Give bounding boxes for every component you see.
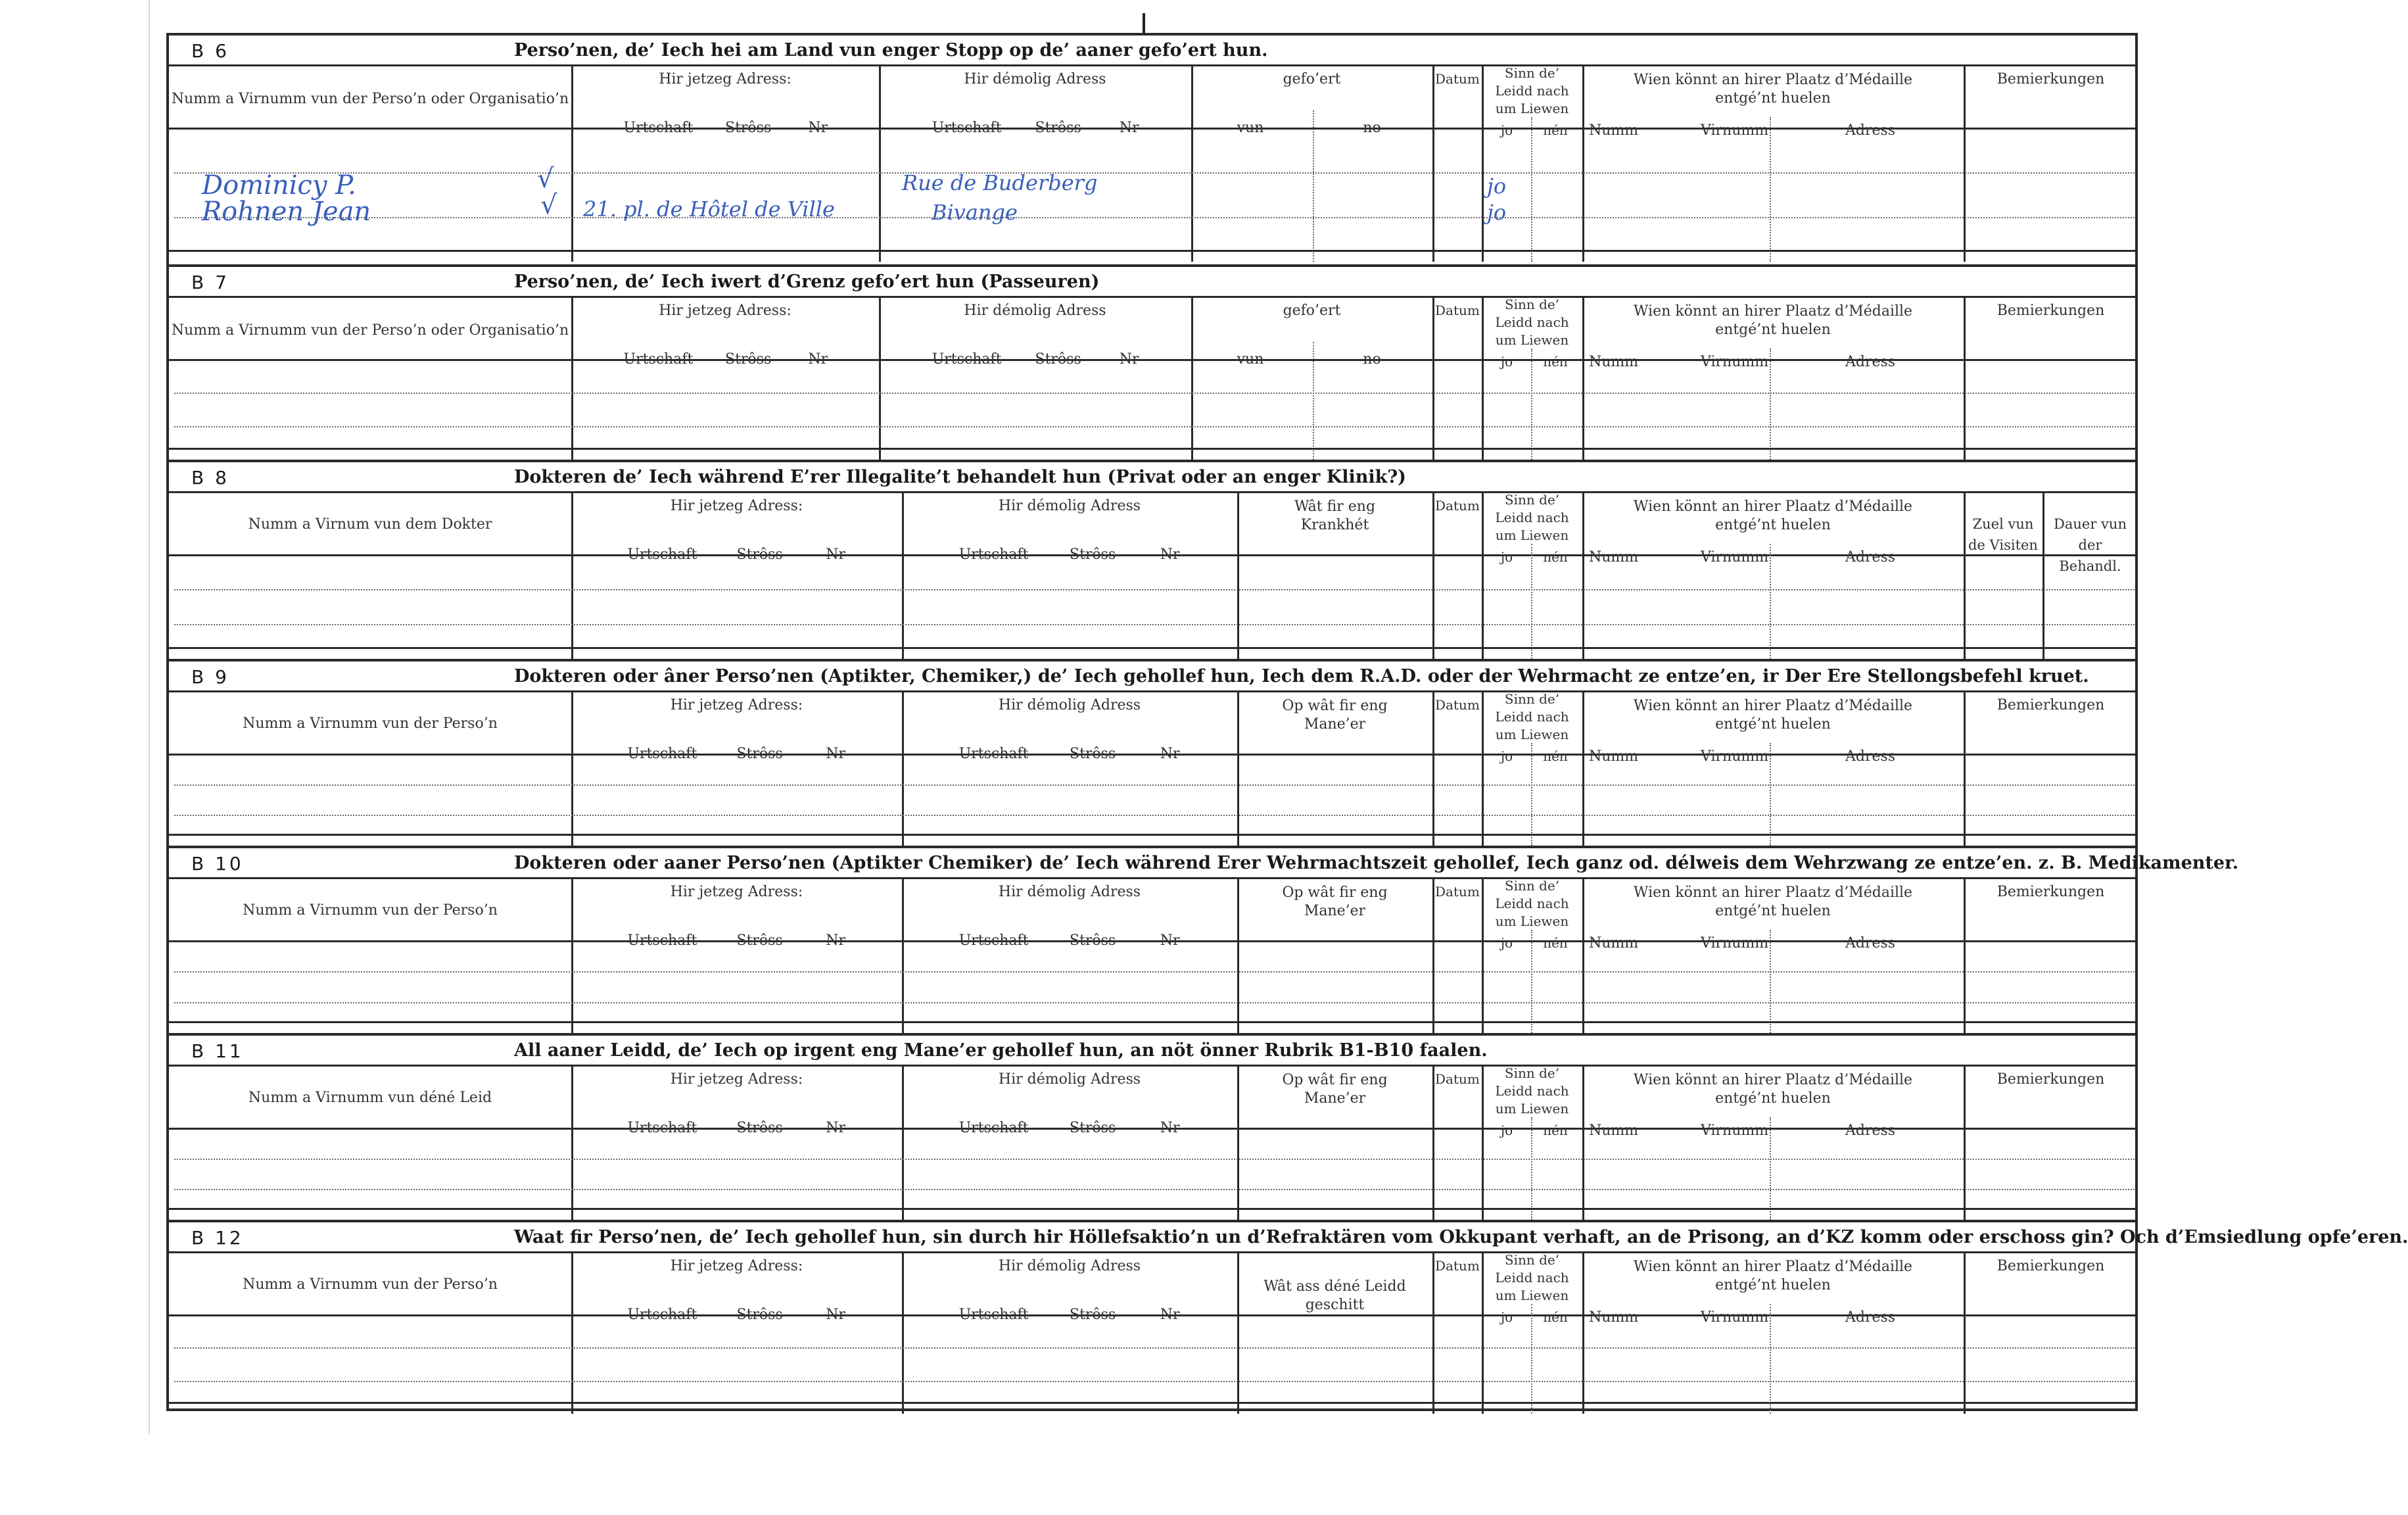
former-street-label: Strôss xyxy=(1070,546,1116,563)
binding-tick xyxy=(1143,13,1145,36)
header-bottom-rule xyxy=(169,940,2138,942)
entry-line xyxy=(174,393,2135,394)
handwritten-name-2: Rohnen Jean xyxy=(202,197,371,227)
header-bottom-rule xyxy=(169,128,2138,130)
alive-header: Sinn de’ Leidd nach um Liewen xyxy=(1495,492,1569,543)
current-street-label: Strôss xyxy=(736,1120,783,1136)
current-number-label: Nr xyxy=(826,932,846,949)
row-end-rule xyxy=(169,250,2138,252)
column-divider xyxy=(1964,1065,1966,1220)
yes-label: jo xyxy=(1500,354,1513,370)
alive-header: Sinn de’ Leidd nach um Liewen xyxy=(1495,1065,1569,1117)
remarks-header: Bemierkungen xyxy=(1996,697,2105,713)
former-address-header: Hir démolig Adress xyxy=(998,697,1141,713)
current-number-label: Nr xyxy=(826,746,846,762)
recipient-lastname-label: Numm xyxy=(1589,1122,1639,1139)
section-title: Dokteren de’ Iech während E’rer Illegalite’t behandelt hun (Privat oder an enger Klinik?) xyxy=(514,467,1406,487)
subcolumn-divider xyxy=(1770,930,1771,1033)
column-divider xyxy=(571,296,573,460)
current-street-label: Strôss xyxy=(736,546,783,563)
date-header: Datum xyxy=(1435,1258,1480,1274)
section-header xyxy=(169,1222,2408,1253)
current-town-label: Urtschaft xyxy=(627,546,697,563)
to-label: no xyxy=(1363,351,1381,368)
medal-recipient-header: Wien könnt an hirer Plaatz d’Médaille entgé’nt huelen xyxy=(1633,1072,1913,1107)
current-address-header: Hir jetzeg Adress: xyxy=(670,697,803,713)
section-title: Waat fir Perso’nen, de’ Iech gehollef hun, sin durch hir Höllefsaktio’n un d’Refraktären vom Okkupant verhaft, an de Prisong, an d’KZ komm oder erschoss gin? Och d’Emsiedlung opfe’eren. xyxy=(514,1227,2408,1247)
recipient-address-label: Adress xyxy=(1845,1309,1896,1326)
row-end-rule xyxy=(169,1021,2138,1023)
visits-header: Zuel vun de Visiten xyxy=(1968,516,2038,553)
yes-label: jo xyxy=(1500,1309,1513,1325)
duration-header: Dauer vun der Behandl. xyxy=(2054,516,2127,574)
current-street-label: Strôss xyxy=(725,120,772,136)
section-code: B 10 xyxy=(191,853,244,875)
remarks-header: Bemierkungen xyxy=(1996,1071,2105,1088)
date-header: Datum xyxy=(1435,884,1480,900)
help-type-header: Op wât fir eng Mane’er xyxy=(1282,698,1388,733)
row-end-rule xyxy=(169,834,2138,836)
help-type-header: Op wât fir eng Mane’er xyxy=(1282,1072,1388,1107)
section-header xyxy=(169,661,2135,692)
former-town-label: Urtschaft xyxy=(958,1120,1029,1136)
date-header: Datum xyxy=(1435,498,1480,514)
recipient-address-label: Adress xyxy=(1845,935,1896,951)
name-column-header: Numm a Virnumm vun der Perso’n xyxy=(243,1276,498,1293)
header-bottom-rule xyxy=(169,1314,2138,1316)
column-divider xyxy=(2042,491,2044,659)
former-address-header: Hir démolig Adress xyxy=(964,302,1106,319)
subcolumn-divider xyxy=(1531,1117,1532,1220)
column-divider xyxy=(902,690,904,846)
recipient-address-label: Adress xyxy=(1845,1122,1896,1139)
name-column-header: Numm a Virnumm vun der Perso’n xyxy=(243,715,498,732)
current-town-label: Urtschaft xyxy=(627,1120,697,1136)
help-type-header: Wât ass déné Leidd geschitt xyxy=(1263,1278,1406,1313)
alive-header: Sinn de’ Leidd nach um Liewen xyxy=(1495,65,1569,116)
column-divider xyxy=(1582,877,1584,1033)
former-number-label: Nr xyxy=(1160,932,1180,949)
row-end-rule xyxy=(169,1402,2138,1404)
no-label: nén xyxy=(1543,549,1568,565)
date-header: Datum xyxy=(1435,697,1480,713)
former-address-header: Hir démolig Adress xyxy=(964,71,1106,87)
column-divider xyxy=(1964,64,1966,262)
subcolumn-divider xyxy=(1531,930,1532,1033)
column-divider xyxy=(1482,1251,1484,1414)
recipient-firstname-label: Virnumm xyxy=(1701,1122,1769,1139)
recipient-firstname-label: Virnumm xyxy=(1701,549,1769,565)
handwritten-check-2: √ xyxy=(540,190,557,220)
current-street-label: Strôss xyxy=(725,351,772,368)
section-title: Dokteren oder aaner Perso’nen (Aptikter Chemiker) de’ Iech während Erer Wehrmachtszeit gehollef, Iech ganz od. délweis dem Wehrzwang ze entze’en. z. B. Medikamenter. xyxy=(514,853,2239,873)
column-divider xyxy=(1432,491,1434,659)
medal-recipient-header: Wien könnt an hirer Plaatz d’Médaille entgé’nt huelen xyxy=(1633,1259,1913,1293)
section-b11 xyxy=(169,1033,2135,1222)
section-code: B 12 xyxy=(191,1227,244,1249)
no-label: nén xyxy=(1543,935,1568,951)
name-column-header: Numm a Virnumm vun der Perso’n xyxy=(243,902,498,919)
handwritten-alive-yes-1: jo xyxy=(1487,174,1507,199)
column-divider xyxy=(879,296,881,460)
former-street-label: Strôss xyxy=(1070,932,1116,949)
section-code: B 7 xyxy=(191,272,229,293)
column-divider xyxy=(1237,491,1239,659)
handwritten-current-address: 21. pl. de Hôtel de Ville xyxy=(583,197,835,222)
former-number-label: Nr xyxy=(1160,546,1180,563)
former-town-label: Urtschaft xyxy=(932,120,1002,136)
column-divider xyxy=(571,1065,573,1220)
former-town-label: Urtschaft xyxy=(958,932,1029,949)
former-street-label: Strôss xyxy=(1070,1120,1116,1136)
column-divider xyxy=(1582,690,1584,846)
handwritten-alive-yes-2: jo xyxy=(1487,200,1507,225)
recipient-lastname-label: Numm xyxy=(1589,354,1639,370)
no-label: nén xyxy=(1543,1309,1568,1325)
former-street-label: Strôss xyxy=(1070,746,1116,762)
section-header xyxy=(169,1036,2135,1067)
help-type-header: Op wât fir eng Mane’er xyxy=(1282,884,1388,919)
former-number-label: Nr xyxy=(1119,351,1139,368)
form-table xyxy=(166,33,2408,1411)
current-town-label: Urtschaft xyxy=(627,1307,697,1323)
subcolumn-divider xyxy=(1531,544,1532,659)
column-divider xyxy=(879,64,881,262)
column-divider xyxy=(1237,1251,1239,1414)
column-divider xyxy=(1582,491,1584,659)
section-title: Perso’nen, de’ Iech iwert d’Grenz gefo’ert hun (Passeuren) xyxy=(514,272,1100,292)
section-title: All aaner Leidd, de’ Iech op irgent eng Mane’er gehollef hun, an nöt önner Rubrik B1-B10 faalen. xyxy=(514,1040,1488,1061)
header-bottom-rule xyxy=(169,1128,2138,1130)
former-address-header: Hir démolig Adress xyxy=(998,498,1141,514)
column-divider xyxy=(902,1251,904,1414)
entry-line xyxy=(174,1347,2135,1349)
column-divider xyxy=(1482,1065,1484,1220)
yes-label: jo xyxy=(1500,549,1513,565)
subcolumn-divider xyxy=(1531,1304,1532,1414)
current-address-header: Hir jetzeg Adress: xyxy=(670,1071,803,1088)
header-bottom-rule xyxy=(169,554,2138,556)
section-b7 xyxy=(169,264,2135,462)
subcolumn-divider xyxy=(1531,117,1532,262)
recipient-firstname-label: Virnumm xyxy=(1701,935,1769,951)
former-town-label: Urtschaft xyxy=(932,351,1002,368)
section-header xyxy=(169,848,2239,879)
current-number-label: Nr xyxy=(826,546,846,563)
current-number-label: Nr xyxy=(826,1307,846,1323)
column-divider xyxy=(1582,1251,1584,1414)
former-street-label: Strôss xyxy=(1035,120,1081,136)
column-divider xyxy=(571,690,573,846)
column-divider xyxy=(571,877,573,1033)
yes-label: jo xyxy=(1500,748,1513,764)
column-divider xyxy=(1482,64,1484,262)
former-number-label: Nr xyxy=(1160,746,1180,762)
column-divider xyxy=(1964,296,1966,460)
row-end-rule xyxy=(169,1208,2138,1210)
column-divider xyxy=(1964,690,1966,846)
handwritten-former-town: Bivange xyxy=(932,200,1018,225)
section-b8 xyxy=(169,460,2135,661)
former-address-header: Hir démolig Adress xyxy=(998,884,1141,900)
recipient-lastname-label: Numm xyxy=(1589,935,1639,951)
former-number-label: Nr xyxy=(1160,1120,1180,1136)
recipient-address-label: Adress xyxy=(1845,122,1896,139)
subcolumn-divider xyxy=(1313,342,1314,460)
current-address-header: Hir jetzeg Adress: xyxy=(670,884,803,900)
current-address-header: Hir jetzeg Adress: xyxy=(659,71,791,87)
remarks-header: Bemierkungen xyxy=(1996,302,2105,319)
date-header: Datum xyxy=(1435,1071,1480,1087)
column-divider xyxy=(1432,1251,1434,1414)
entry-line xyxy=(174,815,2135,816)
entry-line xyxy=(174,172,2135,174)
recipient-lastname-label: Numm xyxy=(1589,122,1639,139)
section-b6 xyxy=(169,36,2135,264)
medal-recipient-header: Wien könnt an hirer Plaatz d’Médaille entgé’nt huelen xyxy=(1633,72,1913,107)
current-address-header: Hir jetzeg Adress: xyxy=(670,1258,803,1274)
recipient-firstname-label: Virnumm xyxy=(1701,122,1769,139)
current-town-label: Urtschaft xyxy=(627,746,697,762)
current-address-header: Hir jetzeg Adress: xyxy=(670,498,803,514)
subcolumn-divider xyxy=(1531,349,1532,460)
column-divider xyxy=(902,877,904,1033)
subcolumn-divider xyxy=(1531,743,1532,846)
column-divider xyxy=(1432,296,1434,460)
page-margin-line xyxy=(149,0,150,1433)
remarks-header: Bemierkungen xyxy=(1996,884,2105,900)
column-divider xyxy=(1432,690,1434,846)
conveyed-header: gefo’ert xyxy=(1283,71,1341,87)
column-divider xyxy=(902,491,904,659)
column-divider xyxy=(1237,690,1239,846)
column-divider xyxy=(1432,64,1434,262)
subcolumn-divider xyxy=(1770,1117,1771,1220)
recipient-address-label: Adress xyxy=(1845,549,1896,565)
column-divider xyxy=(1482,877,1484,1033)
recipient-lastname-label: Numm xyxy=(1589,549,1639,565)
recipient-firstname-label: Virnumm xyxy=(1701,1309,1769,1326)
former-address-header: Hir démolig Adress xyxy=(998,1258,1141,1274)
column-divider xyxy=(1432,1065,1434,1220)
subcolumn-divider xyxy=(1770,544,1771,659)
section-code: B 8 xyxy=(191,467,229,489)
subcolumn-divider xyxy=(1770,117,1771,262)
section-b10 xyxy=(169,846,2239,1036)
header-bottom-rule xyxy=(169,359,2138,361)
current-street-label: Strôss xyxy=(736,932,783,949)
name-column-header: Numm a Virnumm vun der Perso’n oder Organisatio’n xyxy=(171,91,569,107)
from-label: vun xyxy=(1237,351,1264,368)
column-divider xyxy=(1191,64,1193,262)
column-divider xyxy=(571,491,573,659)
column-divider xyxy=(571,64,573,262)
medal-recipient-header: Wien könnt an hirer Plaatz d’Médaille entgé’nt huelen xyxy=(1633,698,1913,733)
medal-recipient-header: Wien könnt an hirer Plaatz d’Médaille entgé’nt huelen xyxy=(1633,498,1913,533)
row-end-rule xyxy=(169,448,2138,450)
no-label: nén xyxy=(1543,354,1568,370)
yes-label: jo xyxy=(1500,935,1513,951)
section-title: Dokteren oder âner Perso’nen (Aptikter, Chemiker,) de’ Iech gehollef hun, Iech dem R.A.D. oder der Wehrmacht ze entze’en, ir Der Ere Stellongsbefehl kruet. xyxy=(514,666,2089,686)
former-street-label: Strôss xyxy=(1070,1307,1116,1323)
former-town-label: Urtschaft xyxy=(958,746,1029,762)
former-number-label: Nr xyxy=(1119,120,1139,136)
section-b12 xyxy=(169,1220,2408,1416)
date-header: Datum xyxy=(1435,71,1480,87)
column-divider xyxy=(1237,1065,1239,1220)
remarks-header: Bemierkungen xyxy=(1996,71,2105,87)
handwritten-name-1: Dominicy P. xyxy=(202,170,356,201)
former-number-label: Nr xyxy=(1160,1307,1180,1323)
date-header: Datum xyxy=(1435,302,1480,318)
current-number-label: Nr xyxy=(826,1120,846,1136)
current-street-label: Strôss xyxy=(736,746,783,762)
entry-line xyxy=(174,1189,2135,1190)
column-divider xyxy=(1582,64,1584,262)
former-street-label: Strôss xyxy=(1035,351,1081,368)
column-divider xyxy=(1582,296,1584,460)
entry-line xyxy=(174,426,2135,427)
help-type-header: Wât fir eng Krankhét xyxy=(1294,498,1376,533)
medal-recipient-header: Wien könnt an hirer Plaatz d’Médaille entgé’nt huelen xyxy=(1633,303,1913,338)
current-street-label: Strôss xyxy=(736,1307,783,1323)
name-column-header: Numm a Virnum vun dem Dokter xyxy=(248,516,492,533)
entry-line xyxy=(174,971,2135,973)
entry-line xyxy=(174,589,2135,590)
name-column-header: Numm a Virnumm vun der Perso’n oder Organisatio’n xyxy=(171,322,569,339)
section-code: B 9 xyxy=(191,666,229,688)
recipient-firstname-label: Virnumm xyxy=(1701,354,1769,370)
from-label: vun xyxy=(1237,120,1264,136)
current-town-label: Urtschaft xyxy=(623,351,694,368)
yes-label: jo xyxy=(1500,1122,1513,1138)
column-divider xyxy=(1237,877,1239,1033)
current-number-label: Nr xyxy=(808,120,828,136)
entry-line xyxy=(174,624,2135,625)
no-label: nén xyxy=(1543,748,1568,764)
section-code: B 11 xyxy=(191,1040,244,1062)
alive-header: Sinn de’ Leidd nach um Liewen xyxy=(1495,297,1569,348)
recipient-address-label: Adress xyxy=(1845,748,1896,765)
subcolumn-divider xyxy=(1770,743,1771,846)
yes-label: jo xyxy=(1500,122,1513,138)
column-divider xyxy=(1432,877,1434,1033)
header-bottom-rule xyxy=(169,754,2138,756)
subcolumn-divider xyxy=(1770,349,1771,460)
recipient-firstname-label: Virnumm xyxy=(1701,748,1769,765)
column-divider xyxy=(1582,1065,1584,1220)
column-divider xyxy=(1964,877,1966,1033)
entry-line xyxy=(174,784,2135,786)
section-title: Perso’nen, de’ Iech hei am Land vun enger Stopp op de’ aaner gefo’ert hun. xyxy=(514,40,1268,60)
subcolumn-divider xyxy=(1313,110,1314,262)
subcolumn-divider xyxy=(1770,1304,1771,1414)
current-number-label: Nr xyxy=(808,351,828,368)
section-code: B 6 xyxy=(191,40,229,62)
recipient-lastname-label: Numm xyxy=(1589,1309,1639,1326)
column-divider xyxy=(1482,491,1484,659)
row-end-rule xyxy=(169,647,2138,649)
former-town-label: Urtschaft xyxy=(958,546,1029,563)
conveyed-header: gefo’ert xyxy=(1283,302,1341,319)
former-address-header: Hir démolig Adress xyxy=(998,1071,1141,1088)
alive-header: Sinn de’ Leidd nach um Liewen xyxy=(1495,1252,1569,1303)
entry-line xyxy=(174,1159,2135,1160)
column-divider xyxy=(1482,296,1484,460)
entry-line xyxy=(174,1381,2135,1382)
section-header xyxy=(169,462,2135,493)
column-divider xyxy=(1482,690,1484,846)
section-b9 xyxy=(169,659,2135,848)
section-header xyxy=(169,36,2135,66)
current-town-label: Urtschaft xyxy=(627,932,697,949)
medal-recipient-header: Wien könnt an hirer Plaatz d’Médaille entgé’nt huelen xyxy=(1633,884,1913,919)
no-label: nén xyxy=(1543,122,1568,138)
column-divider xyxy=(571,1251,573,1414)
alive-header: Sinn de’ Leidd nach um Liewen xyxy=(1495,878,1569,929)
recipient-address-label: Adress xyxy=(1845,354,1896,370)
former-town-label: Urtschaft xyxy=(958,1307,1029,1323)
column-divider xyxy=(1964,491,1966,659)
entry-line xyxy=(174,1002,2135,1003)
column-divider xyxy=(902,1065,904,1220)
alive-header: Sinn de’ Leidd nach um Liewen xyxy=(1495,691,1569,742)
current-address-header: Hir jetzeg Adress: xyxy=(659,302,791,319)
name-column-header: Numm a Virnumm vun déné Leid xyxy=(248,1090,492,1106)
remarks-header: Bemierkungen xyxy=(1996,1258,2105,1274)
handwritten-check-1: √ xyxy=(537,164,554,194)
column-divider xyxy=(1964,1251,1966,1414)
to-label: no xyxy=(1363,120,1381,136)
no-label: nén xyxy=(1543,1122,1568,1138)
current-town-label: Urtschaft xyxy=(623,120,694,136)
column-divider xyxy=(1191,296,1193,460)
entry-line xyxy=(174,217,2135,218)
handwritten-former-street: Rue de Buderberg xyxy=(902,170,1098,195)
recipient-lastname-label: Numm xyxy=(1589,748,1639,765)
section-header xyxy=(169,267,2135,298)
